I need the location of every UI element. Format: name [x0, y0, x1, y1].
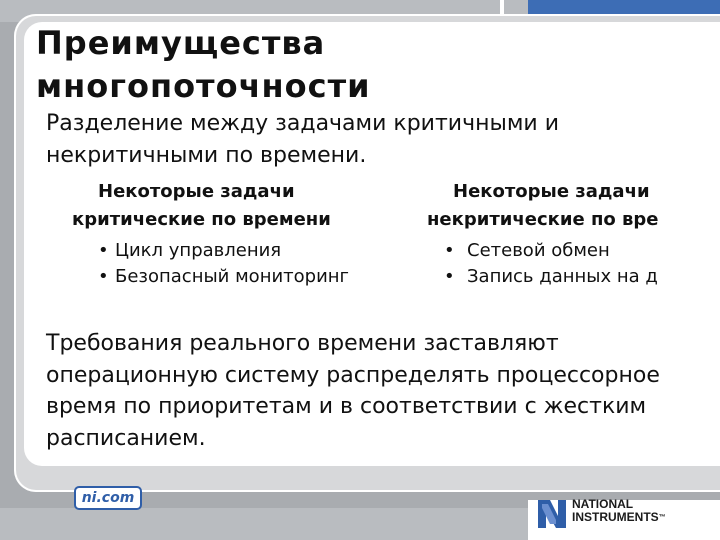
logo-line-instruments-text: INSTRUMENTS [572, 510, 659, 524]
list-item [72, 264, 372, 290]
slide-title: Преимущества многопоточности [36, 24, 371, 105]
noncritical-tasks-heading-line2: некритические по вре [427, 209, 659, 230]
noncritical-tasks-list [427, 238, 720, 290]
list-item [72, 238, 372, 264]
logo-wordmark [572, 498, 666, 524]
national-instruments-eagle-icon [536, 496, 568, 532]
bullet-icon: • [98, 266, 109, 287]
logo-line-instruments [572, 511, 666, 524]
list-item-label: Цикл управления [115, 240, 282, 261]
list-item [427, 264, 720, 290]
bullet-icon: • [444, 266, 455, 287]
list-item-label: Безопасный мониторинг [115, 266, 350, 287]
logo-line-national: NATIONAL [572, 497, 634, 511]
ni-com-link[interactable]: ni.com [74, 486, 142, 510]
slide-body-text: Требования реального времени заставляют операционную систему распределять процессорное время по приоритетам и в соответствии с жестким расписанием. [46, 331, 660, 451]
list-item-label: Сетевой обмен [467, 240, 610, 261]
list-item-label: Запись данных на д [467, 266, 658, 287]
noncritical-tasks-heading-line1: Некоторые задачи [453, 181, 650, 202]
critical-tasks-list [72, 238, 372, 290]
list-item [427, 238, 720, 264]
top-blue-band [528, 0, 720, 14]
national-instruments-logo [536, 494, 712, 534]
slide-subtitle: Разделение между задачами критичными и некритичными по времени. [46, 111, 560, 168]
critical-tasks-heading-line2: критические по времени [72, 209, 331, 230]
critical-tasks-heading-line1: Некоторые задачи [98, 181, 295, 202]
bullet-icon: • [98, 240, 109, 261]
critical-tasks-column [72, 178, 372, 290]
noncritical-tasks-column [427, 178, 720, 290]
bullet-icon: • [444, 240, 455, 261]
trademark-symbol: ™ [658, 514, 666, 521]
